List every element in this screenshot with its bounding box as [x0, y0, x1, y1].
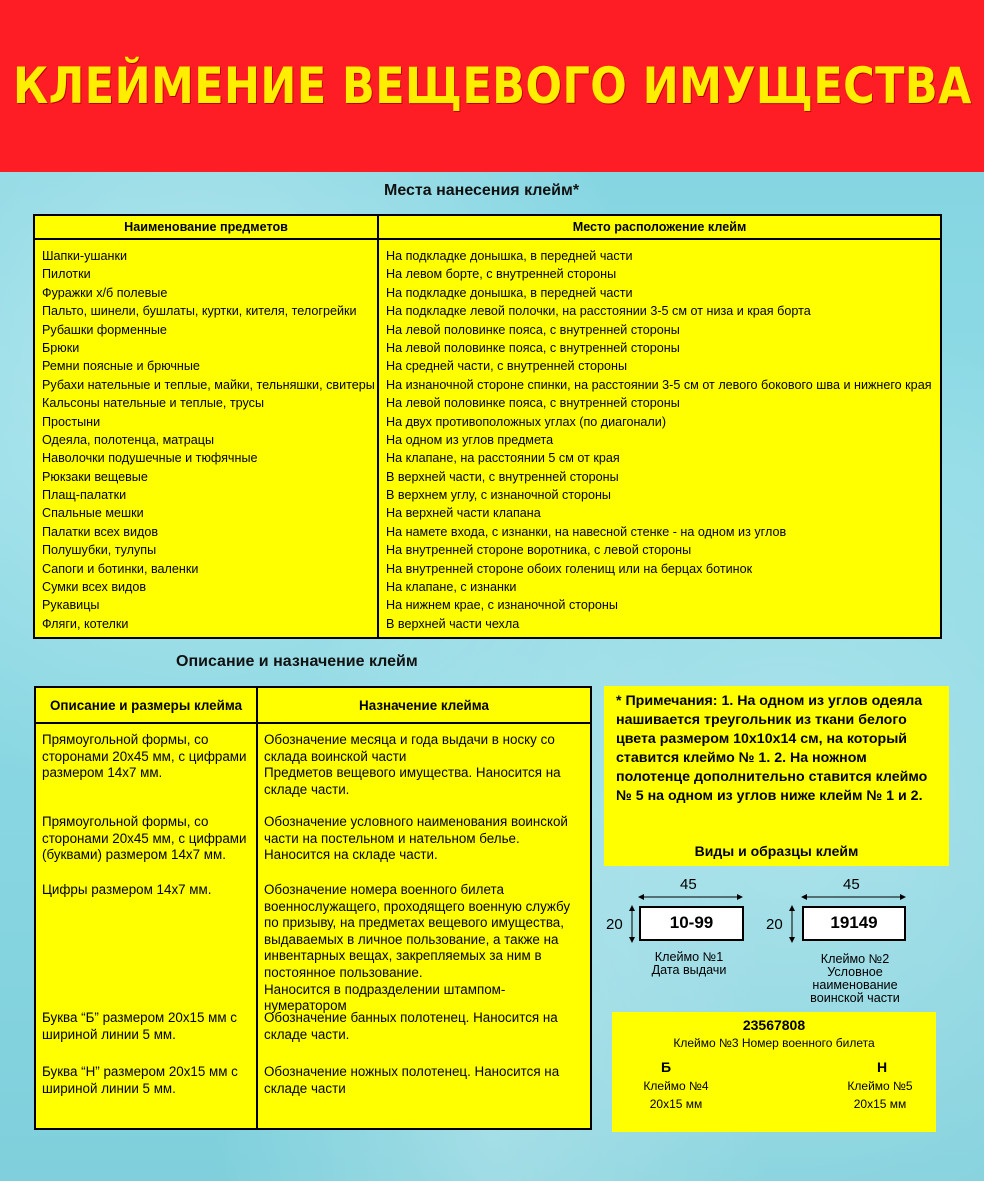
item-row: Сумки всех видов [42, 580, 147, 595]
items-column [34, 239, 378, 638]
location-row: На средней части, с внутренней стороны [386, 359, 628, 374]
stamp4-letter: Б [660, 1059, 672, 1075]
location-row: На внутренней стороне обоих голенищ или на берцах ботинок [386, 561, 753, 576]
location-row: На левой половинке пояса, с внутренней стороны [386, 396, 680, 411]
purpose-column [257, 723, 591, 1129]
location-row: На двух противоположных углах (по диагонали) [386, 414, 667, 429]
description-table [34, 686, 592, 1130]
purpose-row-3: Обозначение номера военного билета военнослужащего, проходящего военную службу по призыву, на предметах вещевого имущества, выдаваемых в личное пользование, а также на инвентарных вещах, закрепляемых за ним в постоянное пользование. [264, 882, 571, 980]
location-row: На намете входа, с изнанки, на навесной стенке - на одном из углов [386, 524, 787, 539]
stamp2-caption [790, 953, 920, 1005]
stamps-3-5-panel [612, 1012, 936, 1132]
stamp3-caption: Клеймо №3 Номер военного билета [673, 1036, 875, 1050]
item-row: Фуражки х/б полевые [42, 285, 168, 300]
location-row: На изнаночной стороне спинки, на расстоянии 3-5 см от левого бокового шва и нижнего края [386, 377, 932, 392]
desc-column [35, 723, 257, 1129]
item-row: Спальные мешки [42, 506, 144, 521]
desc-header-size: Описание и размеры клейма [35, 687, 257, 723]
stamp2-width-label: 45 [843, 876, 860, 893]
header-banner [0, 0, 984, 172]
item-row: Кальсоны нательные и теплые, трусы [42, 396, 265, 411]
stamp2-height-label: 20 [766, 916, 783, 933]
item-row: Наволочки подушечные и тюфячные [42, 451, 258, 466]
stamp2-caption-line4: воинской части [810, 991, 900, 1005]
stamp2-caption-line3: наименование [812, 978, 898, 992]
stamp1-width-arrow [638, 890, 743, 904]
stamp1-width-label: 45 [680, 876, 697, 893]
stamp1-height-arrow [627, 905, 637, 943]
desc-header-purpose: Назначение клейма [257, 687, 591, 723]
location-row: На левом борте, с внутренней стороны [386, 267, 617, 282]
stamp4-caption-line1: Клеймо №4 [643, 1079, 709, 1093]
location-row: На клапане, на расстоянии 5 см от края [386, 451, 620, 466]
location-row: На левой половинке пояса, с внутренней стороны [386, 340, 680, 355]
stamp3-number: 23567808 [742, 1017, 806, 1033]
item-row: Простыни [42, 414, 101, 429]
purpose-row-4: Обозначение банных полотенец. Наносится на складе части. [264, 1010, 558, 1042]
stamp5-caption [830, 1077, 930, 1113]
item-row: Брюки [42, 340, 80, 355]
stamp1-caption [628, 951, 750, 977]
description-title: Описание и назначение клейм [176, 653, 418, 670]
stamp2-height-arrow [787, 905, 797, 943]
location-row: На подкладке донышка, в передней части [386, 285, 633, 300]
stamp2-box: 19149 [802, 906, 906, 941]
item-row: Фляги, котелки [42, 616, 129, 631]
notes-text: * Примечания: 1. На одном из углов одеяла нашивается треугольник из ткани белого цвета размером 10х10х14 см, на который ставится клеймо № 1. 2. На ножном полотенце дополнительно ставится клеймо № 5 на одном из углов ниже клейм № 1 и 2. [616, 693, 928, 804]
item-row: Рукавицы [42, 598, 100, 613]
stamp5-letter: Н [876, 1059, 888, 1075]
desc-row-4: Буква “Б” размером 20х15 мм с шириной линии 5 мм. [42, 1010, 237, 1042]
location-row: На подкладке донышка, в передней части [386, 249, 633, 263]
item-row: Ремни поясные и брючные [42, 359, 200, 374]
location-row: В верхней части, с внутренней стороны [386, 469, 619, 484]
stamp-kinds-title: Виды и образцы клейм [694, 843, 859, 859]
places-header-locations: Место расположение клейм [378, 215, 941, 239]
stamp5-caption-line1: Клеймо №5 [847, 1079, 913, 1093]
places-title: Места нанесения клейм* [384, 182, 580, 199]
location-row: На верхней части клапана [386, 506, 541, 521]
location-row: На одном из углов предмета [386, 432, 554, 447]
desc-row-3: Цифры размером 14х7 мм. [42, 882, 212, 897]
stamp5-caption-line2: 20х15 мм [853, 1097, 907, 1111]
item-row: Одеяла, полотенца, матрацы [42, 432, 215, 447]
stamp4-caption-line2: 20х15 мм [649, 1097, 703, 1111]
desc-row-2: Прямоугольной формы, со сторонами 20х45 мм, с цифрами (буквами) размером 14х7 мм. [42, 814, 247, 863]
item-row: Пальто, шинели, бушлаты, куртки, кителя, телогрейки [42, 304, 357, 319]
purpose-row-3b: Наносится в подразделении штампом-нумератором [264, 981, 506, 1014]
stamp2-width-arrow [801, 890, 906, 904]
places-table [33, 214, 942, 639]
item-row: Полушубки, тулупы [42, 543, 157, 558]
purpose-row-2: Обозначение условного наименования воинской части на постельном и нательном белье. Наносится на складе части. [264, 814, 568, 863]
stamp2-caption-line2: Условное [827, 965, 883, 979]
places-header-items: Наименование предметов [34, 215, 378, 239]
item-row: Сапоги и ботинки, валенки [42, 561, 199, 576]
purpose-row-1: Обозначение месяца и года выдачи в носку со склада воинской части [264, 732, 555, 764]
stamp1-caption-line1: Клеймо №1 [654, 950, 724, 964]
purpose-row-5: Обозначение ножных полотенец. Наносится на складе части [264, 1064, 560, 1096]
location-row: На нижнем крае, с изнаночной стороны [386, 598, 618, 613]
stamp1-height-label: 20 [606, 916, 623, 933]
page-title: КЛЕЙМЕНИЕ ВЕЩЕВОГО ИМУЩЕСТВА [12, 57, 972, 115]
item-row: Шапки-ушанки [42, 249, 128, 263]
desc-row-1: Прямоугольной формы, со сторонами 20х45 мм, с цифрами размером 14х7 мм. [42, 732, 247, 781]
locations-column [378, 239, 941, 638]
notes-panel [604, 686, 949, 866]
item-row: Палатки всех видов [42, 524, 159, 539]
stamp4-caption [626, 1077, 726, 1113]
location-row: На левой половинке пояса, с внутренней стороны [386, 322, 680, 337]
stamp1-caption-line2: Дата выдачи [651, 963, 727, 977]
stamp1-box: 10-99 [639, 906, 744, 941]
desc-row-5: Буква “Н” размером 20х15 мм с шириной линии 5 мм. [42, 1064, 238, 1096]
item-row: Рубашки форменные [42, 322, 167, 337]
location-row: На внутренней стороне воротника, с левой стороны [386, 543, 692, 558]
item-row: Пилотки [42, 267, 91, 282]
item-row: Рюкзаки вещевые [42, 469, 148, 484]
location-row: На клапане, с изнанки [386, 580, 517, 595]
purpose-row-1b: Предметов вещевого имущества. Наносится на складе части. [264, 765, 561, 797]
location-row: В верхнем углу, с изнаночной стороны [386, 488, 611, 503]
location-row: В верхней части чехла [386, 616, 520, 631]
stamp2-caption-line1: Клеймо №2 [820, 952, 890, 966]
item-row: Рубахи нательные и теплые, майки, тельняшки, свитеры [42, 377, 375, 392]
item-row: Плащ-палатки [42, 488, 127, 503]
location-row: На подкладке левой полочки, на расстоянии 3-5 см от низа и края борта [386, 304, 811, 319]
